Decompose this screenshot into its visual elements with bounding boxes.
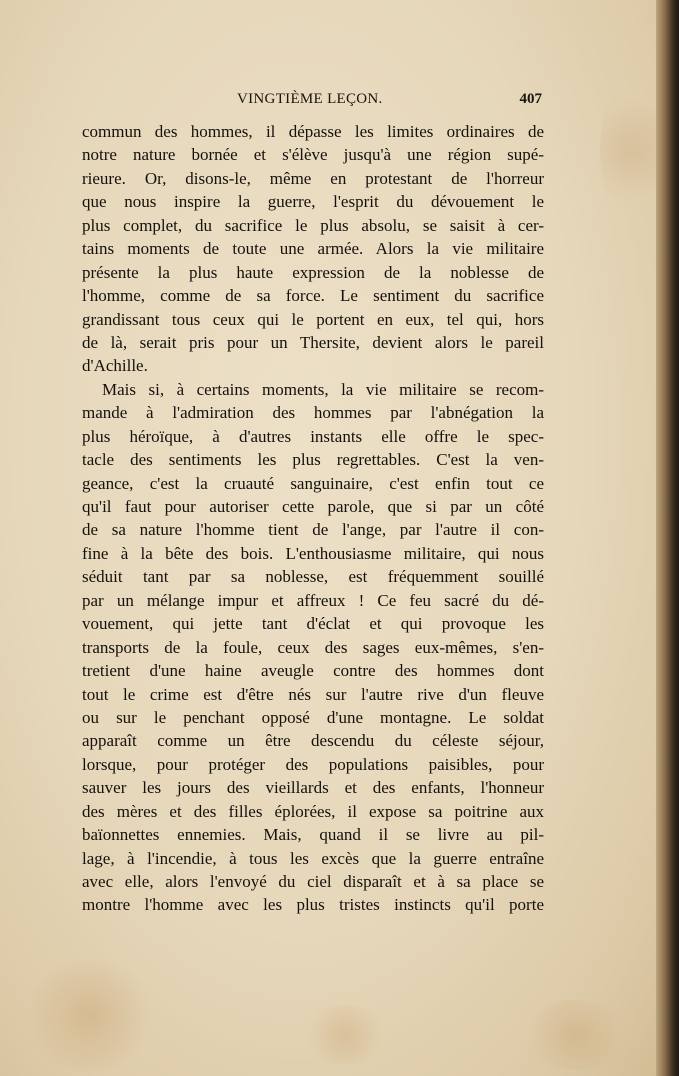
text-line: présente la plus haute expression de la noblesse de — [82, 262, 544, 282]
text-line: notre nature bornée et s'élève jusqu'à une région supé- — [82, 145, 544, 165]
text-line: tretient d'une haine aveugle contre des hommes dont — [82, 661, 544, 681]
text-line: avec elle, alors l'envoyé du ciel disparaît et à sa place se — [82, 872, 544, 891]
text-line: tains moments de toute une armée. Alors la vie militaire — [82, 239, 544, 259]
paper-stain — [20, 960, 160, 1070]
paper-stain — [520, 1000, 630, 1070]
text-line: séduit tant par sa noblesse, est fréquemment souillé — [82, 567, 544, 587]
text-line: que nous inspire la guerre, l'esprit du dévouement le — [82, 192, 544, 212]
text-line: baïonnettes ennemies. Mais, quand il se livre au pil- — [82, 825, 544, 845]
text-line: lage, à l'incendie, à tous les excès que la guerre entraîne — [82, 848, 544, 868]
page-header — [82, 91, 542, 113]
text-line: l'homme, comme de sa force. Le sentiment du sacrifice — [82, 286, 544, 306]
text-line: tout le crime est d'être nés sur l'autre rive d'un fleuve — [82, 684, 544, 704]
text-line: ou sur le penchant opposé d'une montagne. Le soldat — [82, 707, 544, 727]
text-line: rieure. Or, disons-le, même en protestant de l'horreur — [82, 168, 544, 188]
text-line: de sa nature l'homme tient de l'ange, par l'autre il con- — [82, 520, 544, 540]
text-line: Mais si, à certains moments, la vie militaire se recom- — [102, 379, 544, 399]
text-line: vouement, qui jette tant d'éclat et qui provoque les — [82, 614, 544, 634]
paper-stain — [300, 1005, 390, 1065]
text-line: montre l'homme avec les plus tristes instincts qu'il porte — [82, 895, 544, 915]
body-text — [82, 120, 544, 917]
text-line: des mères et des filles éplorées, il expose sa poitrine aux — [82, 801, 544, 821]
text-line: apparaît comme un être descendu du céleste séjour, — [82, 731, 544, 751]
text-line: fine à la bête des bois. L'enthousiasme militaire, qui nous — [82, 543, 544, 563]
text-line: de là, serait pris pour un Thersite, devient alors le pareil — [82, 332, 544, 352]
text-line: commun des hommes, il dépasse les limites ordinaires de — [82, 122, 544, 141]
paper-stain — [600, 80, 660, 220]
text-line: sauver les jours des vieillards et des enfants, l'honneur — [82, 778, 544, 798]
text-line: d'Achille. — [82, 356, 148, 376]
text-line: transports de la foule, ceux des sages eux-mêmes, s'en- — [82, 637, 544, 657]
text-line: grandissant tous ceux qui le portent en eux, tel qui, hors — [82, 309, 544, 329]
book-edge-shadow — [656, 0, 679, 1076]
text-line: par un mélange impur et affreux ! Ce feu sacré du dé- — [82, 590, 544, 610]
text-line: geance, c'est la cruauté sanguinaire, c'est enfin tout ce — [82, 473, 544, 493]
page-number: 407 — [519, 91, 542, 107]
running-head: VINGTIÈME LEÇON. — [237, 91, 383, 107]
text-line: lorsque, pour protéger des populations paisibles, pour — [82, 754, 544, 774]
text-line: plus héroïque, à d'autres instants elle offre le spec- — [82, 426, 544, 446]
text-line: tacle des sentiments les plus regrettables. C'est la ven- — [82, 450, 544, 470]
text-line: mande à l'admiration des hommes par l'abnégation la — [82, 403, 544, 423]
text-line: qu'il faut pour autoriser cette parole, que si par un côté — [82, 497, 544, 516]
text-line: plus complet, du sacrifice le plus absolu, se saisit à cer- — [82, 215, 544, 235]
